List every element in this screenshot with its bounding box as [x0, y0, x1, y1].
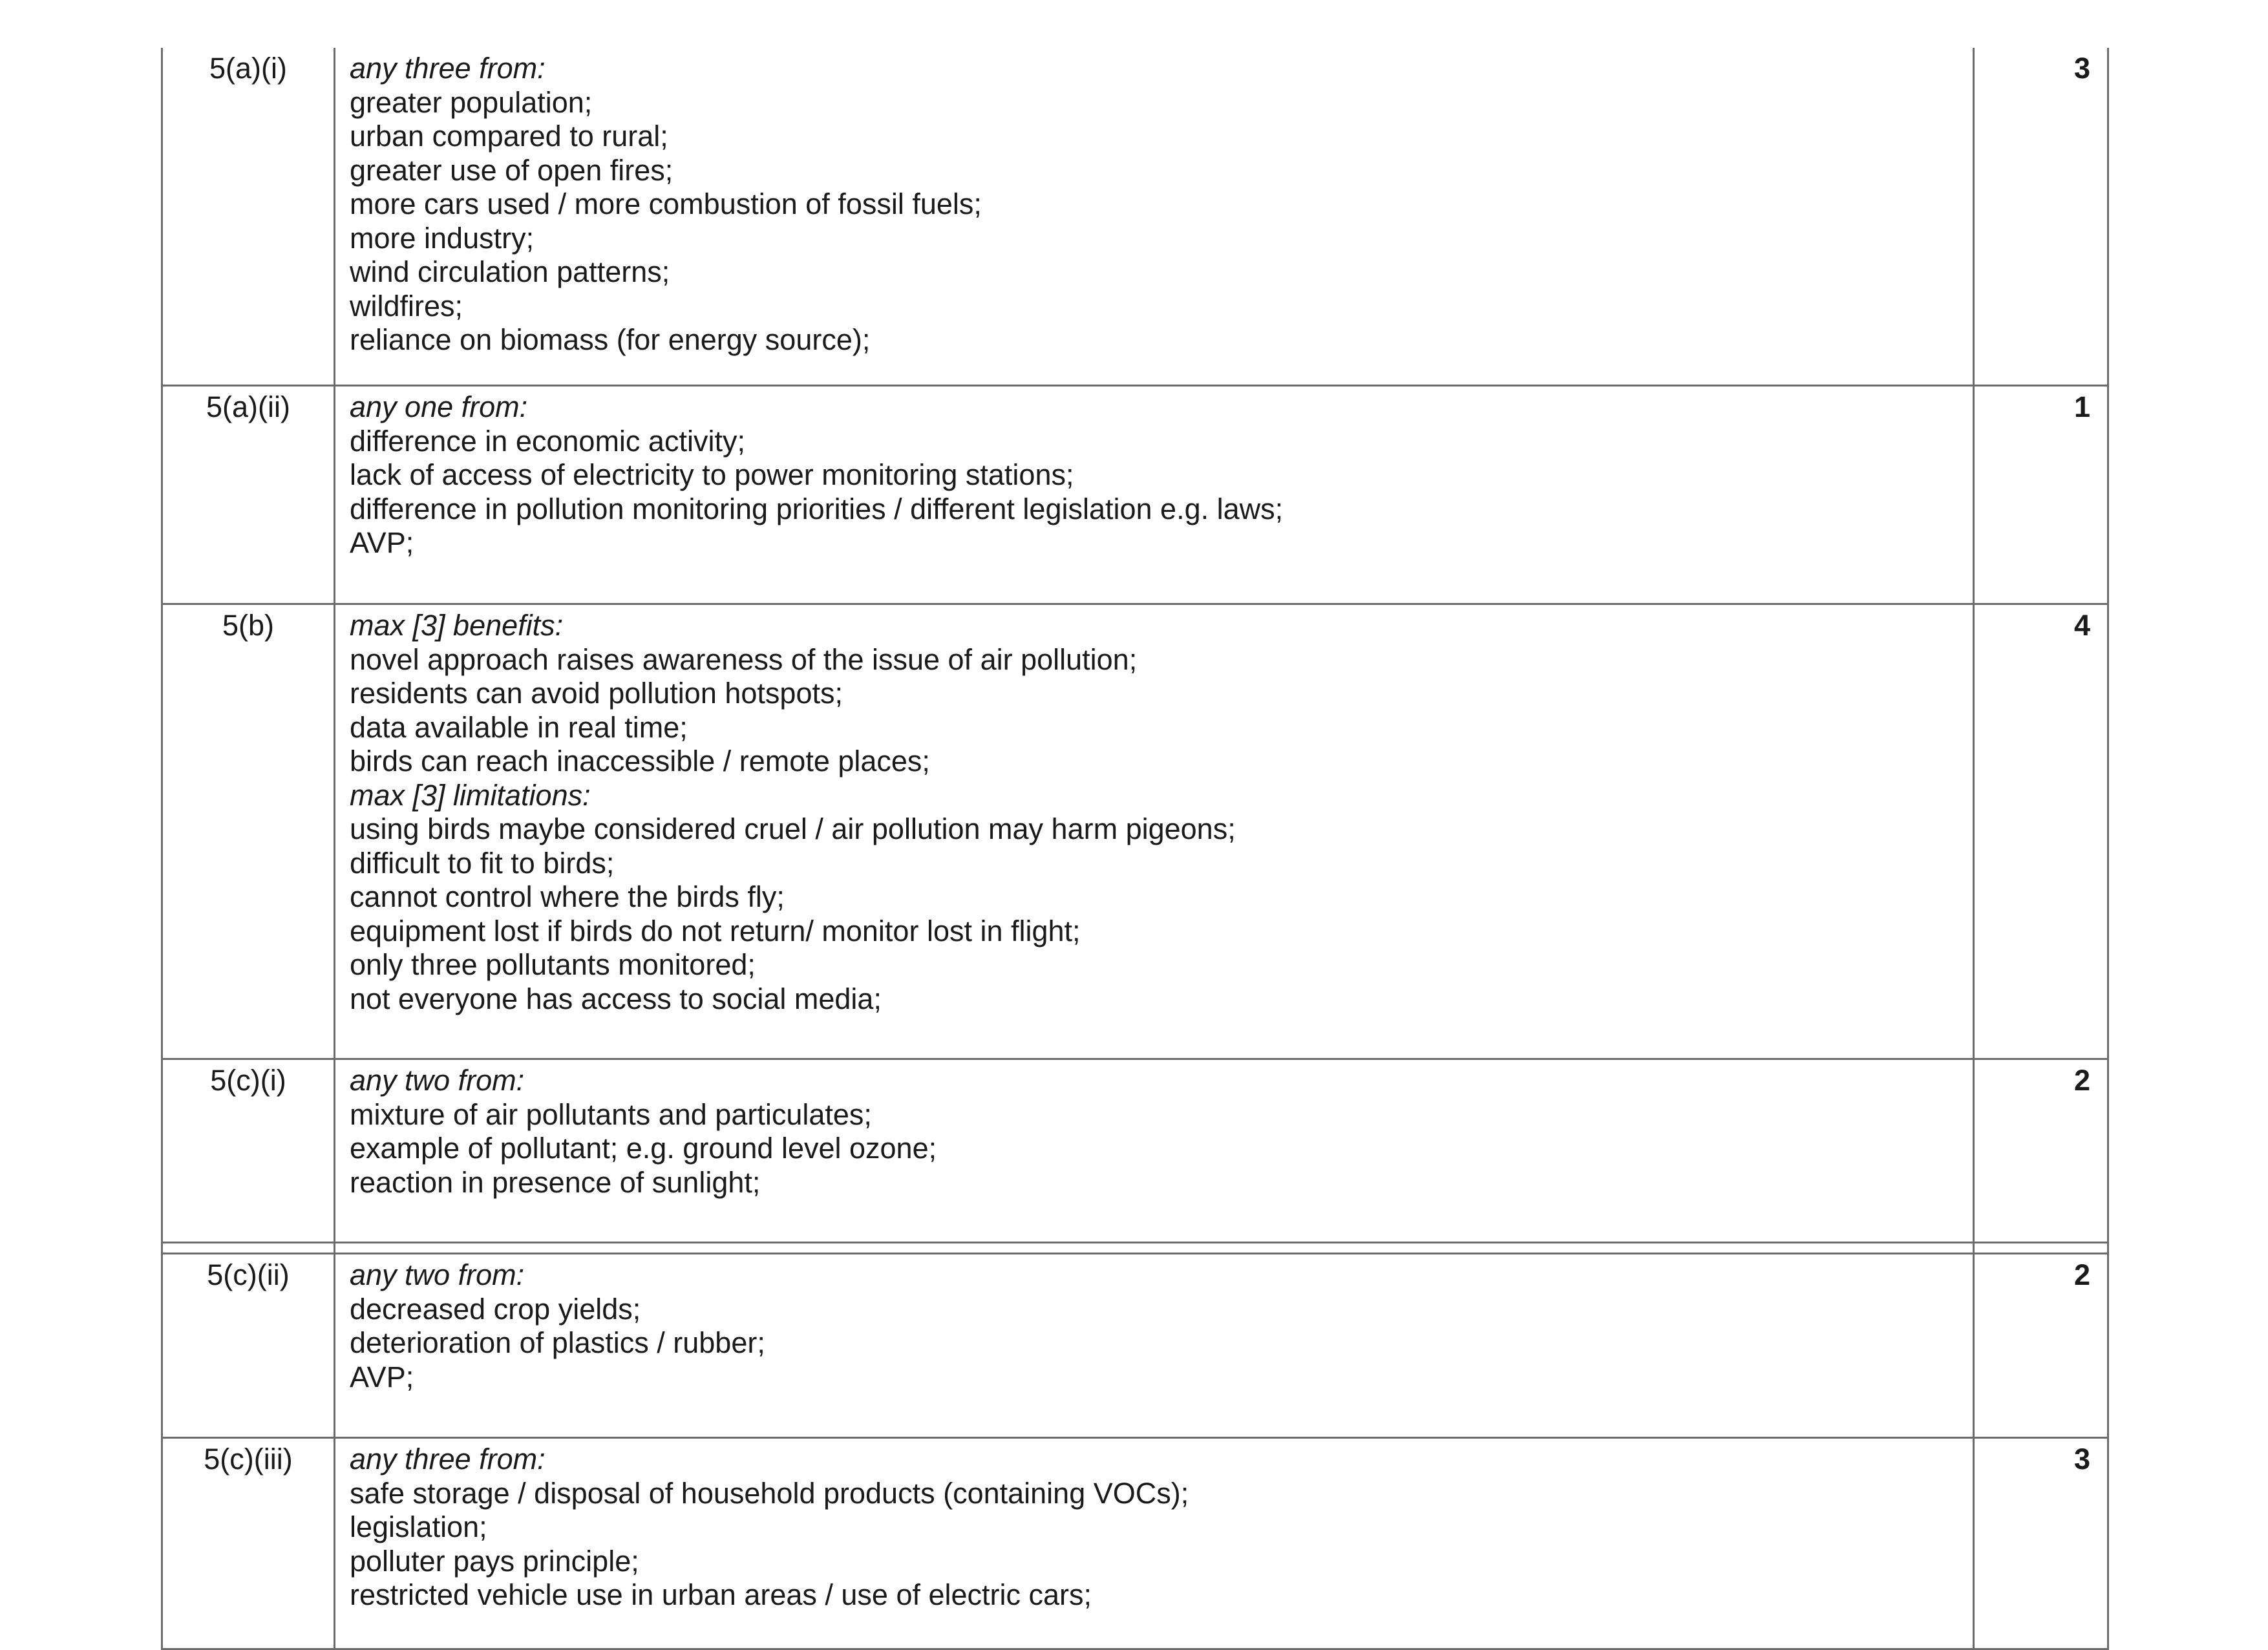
- answer-line: cannot control where the birds fly;: [350, 880, 785, 913]
- answer-line: data available in real time;: [350, 710, 688, 744]
- answer-line: restricted vehicle use in urban areas / use of electric cars;: [350, 1578, 1092, 1611]
- answer-line: wildfires;: [350, 289, 463, 323]
- answer-intro: any three from:: [350, 52, 546, 85]
- answer-intro: any one from:: [350, 390, 528, 423]
- answer-intro: max [3] benefits:: [350, 609, 564, 642]
- table-row: [162, 1438, 2108, 1649]
- table-row: [162, 48, 2108, 386]
- marks-value: 4: [1974, 604, 2108, 1059]
- answer-line: polluter pays principle;: [350, 1544, 639, 1578]
- answer-cell: [335, 1059, 1974, 1243]
- question-number: 5(c)(i): [162, 1059, 335, 1243]
- marks-value: 2: [1974, 1254, 2108, 1438]
- answer-line: AVP;: [350, 526, 414, 559]
- answer-line: reaction in presence of sunlight;: [350, 1165, 761, 1199]
- answer-line: greater population;: [350, 85, 593, 119]
- answer-line: difficult to fit to birds;: [350, 846, 615, 880]
- answer-line: not everyone has access to social media;: [350, 982, 882, 1015]
- table-row: [162, 386, 2108, 604]
- answer-cell: [335, 1438, 1974, 1649]
- question-number: 5(b): [162, 604, 335, 1059]
- answer-intro: any three from:: [350, 1443, 546, 1475]
- answer-cell: [335, 604, 1974, 1059]
- answer-line: safe storage / disposal of household products (containing VOCs);: [350, 1476, 1189, 1510]
- table-row: [162, 1254, 2108, 1438]
- answer-line: residents can avoid pollution hotspots;: [350, 677, 843, 710]
- answer-line: reliance on biomass (for energy source);: [350, 323, 871, 356]
- answer-line: difference in economic activity;: [350, 424, 745, 458]
- answer-line: decreased crop yields;: [350, 1292, 641, 1326]
- answer-cell: [335, 48, 1974, 386]
- answer-line: more cars used / more combustion of fossil fuels;: [350, 187, 982, 220]
- marks-value: 3: [1974, 1438, 2108, 1649]
- marks-value: 1: [1974, 386, 2108, 604]
- table-row: [162, 604, 2108, 1059]
- answer-line: difference in pollution monitoring priorities / different legislation e.g. laws;: [350, 492, 1284, 525]
- answer-line: mixture of air pollutants and particulates;: [350, 1097, 872, 1131]
- answer-line: example of pollutant; e.g. ground level ozone;: [350, 1132, 937, 1165]
- answer-line: lack of access of electricity to power monitoring stations;: [350, 458, 1074, 491]
- answer-line: birds can reach inaccessible / remote places;: [350, 745, 930, 777]
- answer-line: urban compared to rural;: [350, 120, 668, 153]
- page-break-divider: [162, 1243, 2108, 1254]
- answer-line: legislation;: [350, 1510, 487, 1543]
- mark-scheme-table: [161, 48, 2109, 1650]
- table-row: [162, 1059, 2108, 1243]
- answer-intro: max [3] limitations:: [350, 778, 591, 812]
- answer-cell: [335, 1254, 1974, 1438]
- answer-intro: any two from:: [350, 1064, 525, 1097]
- marks-value: 3: [1974, 48, 2108, 386]
- question-number: 5(c)(iii): [162, 1438, 335, 1649]
- answer-line: deterioration of plastics / rubber;: [350, 1326, 765, 1359]
- answer-line: more industry;: [350, 221, 535, 255]
- answer-cell: [335, 386, 1974, 604]
- question-number: 5(c)(ii): [162, 1254, 335, 1438]
- answer-intro: any two from:: [350, 1258, 525, 1291]
- answer-line: equipment lost if birds do not return/ monitor lost in flight;: [350, 914, 1081, 947]
- answer-line: novel approach raises awareness of the issue of air pollution;: [350, 642, 1138, 676]
- question-number: 5(a)(i): [162, 48, 335, 386]
- answer-line: greater use of open fires;: [350, 153, 673, 187]
- question-number: 5(a)(ii): [162, 386, 335, 604]
- answer-line: using birds maybe considered cruel / air pollution may harm pigeons;: [350, 812, 1236, 845]
- marks-value: 2: [1974, 1059, 2108, 1243]
- answer-line: only three pollutants monitored;: [350, 948, 756, 981]
- answer-line: wind circulation patterns;: [350, 255, 670, 288]
- answer-line: AVP;: [350, 1360, 414, 1393]
